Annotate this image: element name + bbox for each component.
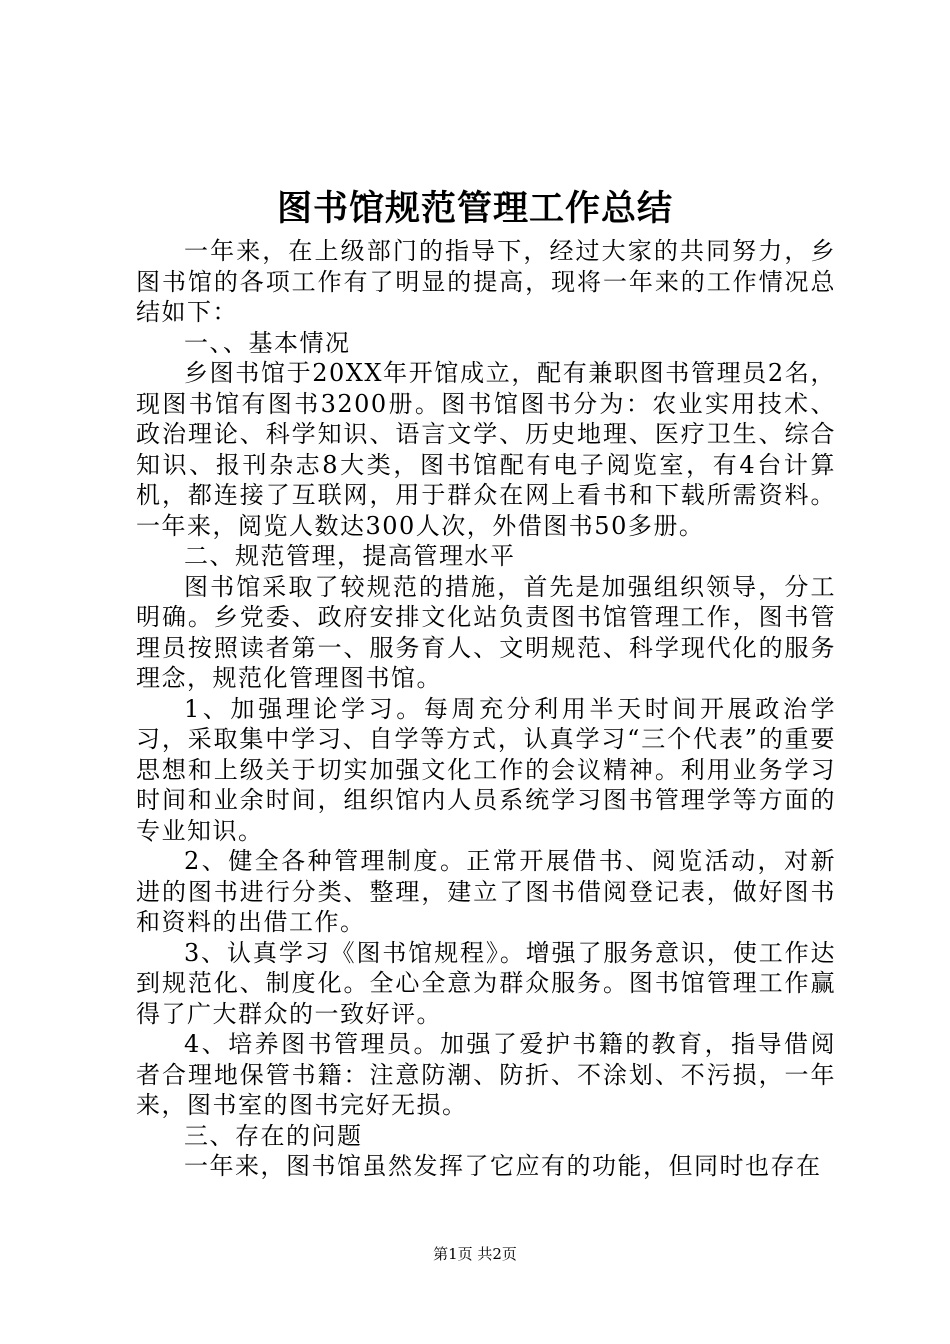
document-title: 图书馆规范管理工作总结 bbox=[276, 189, 673, 229]
paragraph-item-2: 2、健全各种管理制度。正常开展借书、阅览活动，对新进的图书进行分类、整理，建立了图书借阅登记表，做好图书和资料的出借工作。 bbox=[136, 847, 836, 936]
paragraph-basic-info: 乡图书馆于20XX年开馆成立，配有兼职图书管理员2名，现图书馆有图书3200册。图书馆图书分为：农业实用技术、政治理论、科学知识、语言文学、历史地理、医疗卫生、综合知识、报刊杂志8大类，图书馆配有电子阅览室，有4台计算机，都连接了互联网，用于群众在网上看书和下载所需资料。一年来，阅览人数达300人次，外借图书50多册。 bbox=[136, 359, 836, 540]
paragraph-item-4: 4、培养图书管理员。加强了爱护书籍的教育，指导借阅者合理地保管书籍：注意防潮、防折、不涂划、不污损，一年来，图书室的图书完好无损。 bbox=[136, 1030, 836, 1119]
page-number-footer: 第1页 共2页 bbox=[433, 1245, 517, 1263]
section-heading-problems: 三、存在的问题 bbox=[184, 1121, 363, 1150]
paragraph-intro: 一年来，在上级部门的指导下，经过大家的共同努力，乡图书馆的各项工作有了明显的提高，现将一年来的工作情况总结如下： bbox=[136, 237, 836, 326]
section-heading-management: 二、规范管理，提高管理水平 bbox=[184, 542, 516, 570]
document-body bbox=[136, 236, 836, 1182]
paragraph-management: 图书馆采取了较规范的措施，首先是加强组织领导，分工明确。乡党委、政府安排文化站负责图书馆管理工作，图书管理员按照读者第一、服务育人、文明规范、科学现代化的服务理念，规范化管理图书馆。 bbox=[136, 572, 836, 692]
paragraph-problems: 一年来，图书馆虽然发挥了它应有的功能，但同时也存在 bbox=[184, 1152, 822, 1180]
paragraph-item-1: 1、加强理论学习。每周充分利用半天时间开展政治学习，采取集中学习、自学等方式，认真学习“三个代表”的重要思想和上级关于切实加强文化工作的会议精神。利用业务学习时间和业余时间，组织馆内人员系统学习图书管理学等方面的专业知识。 bbox=[136, 694, 836, 845]
section-heading-basic: 一、、基本情况 bbox=[184, 328, 351, 357]
paragraph-item-3: 3、认真学习《图书馆规程》。增强了服务意识，使工作达到规范化、制度化。全心全意为群众服务。图书馆管理工作赢得了广大群众的一致好评。 bbox=[136, 938, 836, 1028]
